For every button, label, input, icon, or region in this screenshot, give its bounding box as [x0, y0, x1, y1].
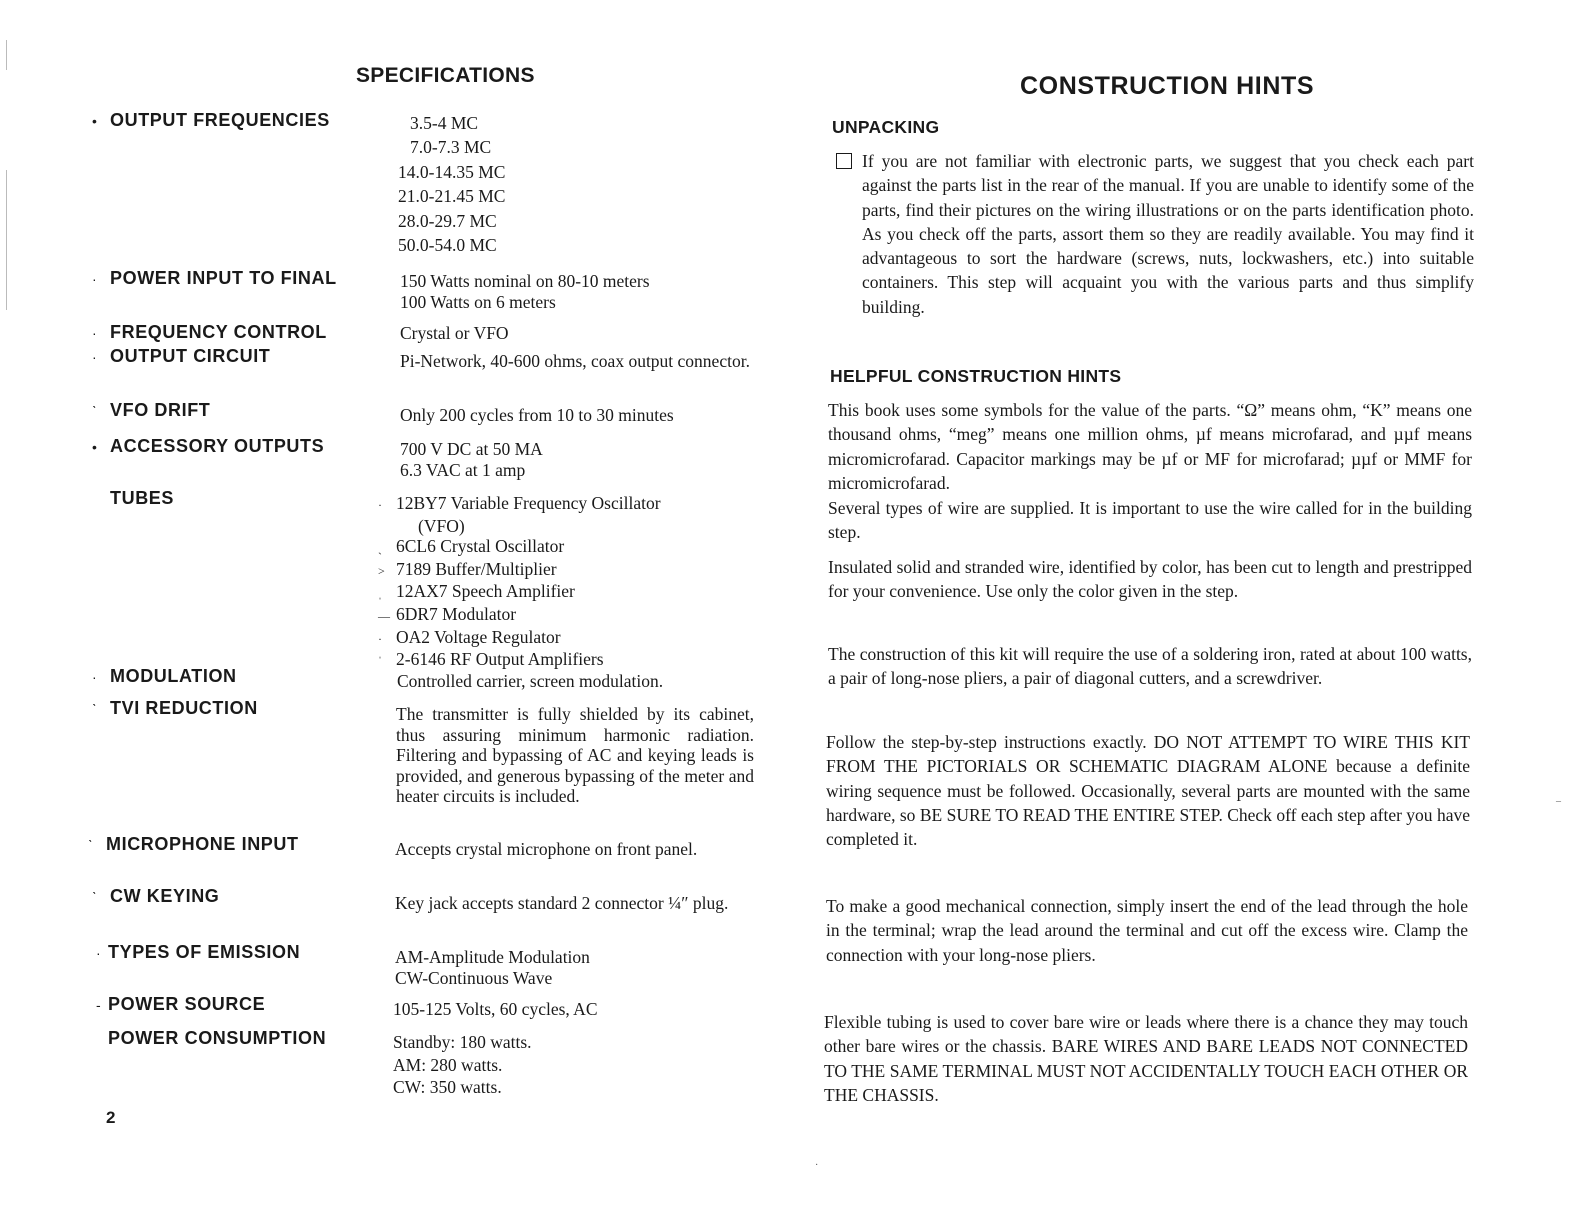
construction-hints-title: CONSTRUCTION HINTS	[1020, 72, 1315, 100]
hints-paragraph-tools: The construction of this kit will require the use of a soldering iron, rated at about 100 watts, a pair of long-nose pliers, a pair of diagonal cutters, and a screwdriver.	[828, 644, 1472, 689]
spec-label: · TYPES OF EMISSION	[96, 942, 301, 962]
spec-value: 3.5-4 MC 7.0-7.3 MC 14.0-14.35 MC 21.0-21.45 MC 28.0-29.7 MC 50.0-54.0 MC	[398, 113, 506, 256]
spec-label: POWER CONSUMPTION	[108, 1028, 327, 1048]
tube-item: — 6DR7 Modulator	[378, 603, 517, 624]
tube-item: ˌ 12AX7 Speech Amplifier	[378, 581, 575, 602]
scan-speck: ·	[815, 1160, 819, 1171]
tube-item: ˈ 2-6146 RF Output Amplifiers	[378, 649, 604, 670]
hints-paragraph-insulated-wire: Insulated solid and stranded wire, identified by color, has been cut to length and prestripped for your convenience. Use only the color given in the step.	[828, 557, 1472, 602]
hints-paragraph-follow-steps: Follow the step-by-step instructions exactly. DO NOT ATTEMPT TO WIRE THIS KIT FROM THE PICTORIALS OR SCHEMATIC DIAGRAM ALONE because a definite wiring sequence must be followed. Occasionally, several parts are mounted with the same hardware, so BE SURE TO READ THE ENTIRE STEP. Check off each step after you have completed it.	[826, 732, 1470, 850]
tube-list	[378, 493, 740, 672]
spec-value: Key jack accepts standard 2 connector ¼″ plug.	[395, 893, 729, 913]
tube-item: (VFO)	[418, 515, 465, 536]
tube-item: ˃ 7189 Buffer/Multiplier	[378, 558, 557, 579]
tube-item: ˎ 6CL6 Crystal Oscillator	[378, 536, 565, 557]
scan-mark	[6, 40, 7, 70]
spec-label: - POWER SOURCE	[96, 994, 266, 1014]
tube-item: · 12BY7 Variable Frequency Oscillator	[378, 493, 661, 513]
hints-paragraph-symbols: This book uses some symbols for the value of the parts. “Ω” means ohm, “K” means one thousand ohms, “meg” means one million ohms, µf means microfarad, and µµf means micromicrofarad. Capacitor markings may be µf or MF for microfarad; µµf or MMF for micromicrofarad.	[828, 400, 1472, 493]
hints-paragraph-connection: To make a good mechanical connection, simply insert the end of the lead through the hole in the terminal; wrap the lead around the terminal and cut off the excess wire. Clamp the connection with your long-nose pliers.	[826, 896, 1468, 965]
spec-label: ˋ TVI REDUCTION	[92, 698, 258, 718]
spec-value: Only 200 cycles from 10 to 30 minutes	[400, 405, 674, 425]
unpacking-heading: UNPACKING	[832, 117, 940, 137]
spec-label: TUBES	[110, 488, 175, 508]
spec-value: 700 V DC at 50 MA 6.3 VAC at 1 amp	[400, 439, 543, 480]
spec-label: ˋ MICROPHONE INPUT	[88, 834, 299, 854]
spec-label: · FREQUENCY CONTROL	[92, 322, 327, 342]
spec-value: Controlled carrier, screen modulation.	[397, 671, 664, 691]
spec-label: • OUTPUT FREQUENCIES	[92, 110, 330, 130]
spec-value: AM-Amplitude Modulation CW-Continuous Wave	[395, 947, 590, 988]
unpacking-paragraph: If you are not familiar with electronic parts, we suggest that you check each part against the parts list in the rear of the manual. If you are unable to identify some of the parts, find their pictures on the wiring illustrations or on the parts identification photo. As you check off the parts, assort them so they are readily available. You may find it advantageous to sort the hardware (screws, nuts, lockwashers, etc.) into suitable containers. This step will acquaint you with the various parts and thus simplify building.	[862, 151, 1474, 317]
spec-value: Standby: 180 watts. AM: 280 watts. CW: 350 watts.	[393, 1032, 532, 1097]
step-checkbox[interactable]	[836, 153, 852, 169]
scan-speck: –	[1556, 796, 1561, 807]
spec-label: ˋ CW KEYING	[92, 886, 220, 906]
spec-label: · OUTPUT CIRCUIT	[92, 346, 271, 366]
hints-paragraph-tubing: Flexible tubing is used to cover bare wire or leads where there is a chance they may touch other bare wires or the chassis. BARE WIRES AND BARE LEADS NOT CONNECTED TO THE SAME TERMINAL MUST NOT ACCIDENTALLY TOUCH EACH OTHER OR THE CHASSIS.	[824, 1012, 1468, 1105]
spec-label: • ACCESSORY OUTPUTS	[92, 436, 325, 456]
spec-value: Accepts crystal microphone on front panel.	[395, 839, 698, 859]
scan-mark	[6, 170, 7, 310]
spec-value: 105-125 Volts, 60 cycles, AC	[393, 999, 598, 1019]
spec-value: Crystal or VFO	[400, 323, 509, 343]
spec-label: · POWER INPUT TO FINAL	[92, 268, 337, 288]
hints-paragraph-wire-types: Several types of wire are supplied. It is important to use the wire called for in the building step.	[828, 498, 1472, 543]
specifications-title: SPECIFICATIONS	[356, 64, 535, 87]
spec-value: The transmitter is fully shielded by its cabinet, thus assuring minimum harmonic radiation. Filtering and bypassing of AC and keying leads is provided, and generous bypassing of the meter and heater circuits is included.	[396, 704, 754, 806]
spec-value: 150 Watts nominal on 80-10 meters 100 Watts on 6 meters	[400, 271, 650, 312]
spec-label: · MODULATION	[92, 666, 237, 686]
page-number: 2	[106, 1108, 116, 1127]
spec-value: Pi-Network, 40-600 ohms, coax output connector.	[400, 351, 750, 371]
tube-item: · OA2 Voltage Regulator	[378, 626, 561, 647]
spec-label: ˋ VFO DRIFT	[92, 400, 211, 420]
helpful-hints-heading: HELPFUL CONSTRUCTION HINTS	[830, 366, 1122, 386]
